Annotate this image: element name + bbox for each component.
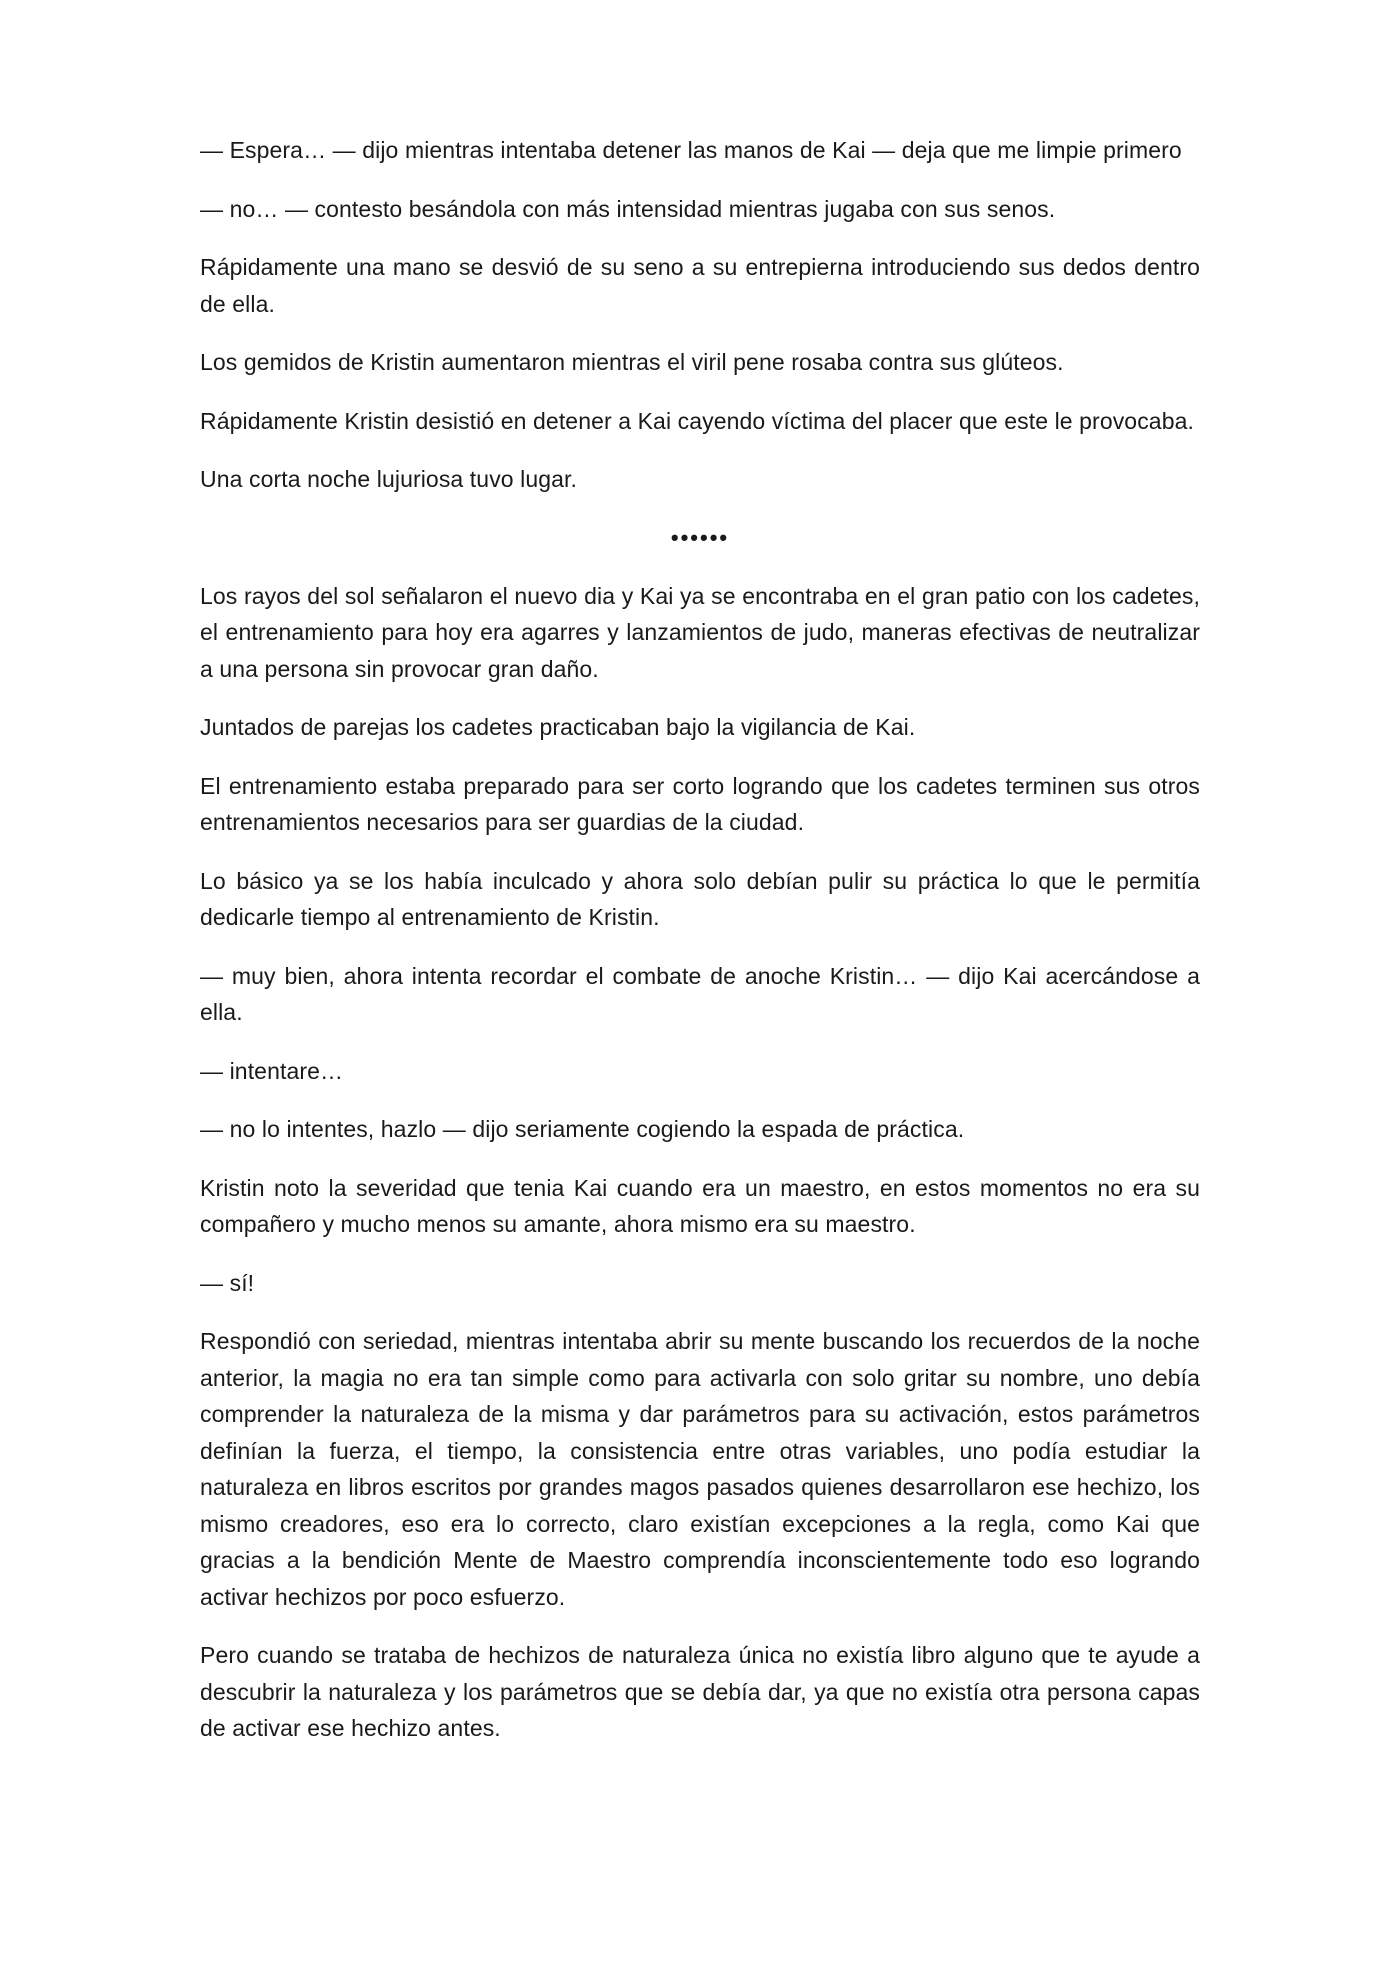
paragraph: Los rayos del sol señalaron el nuevo dia y Kai ya se encontraba en el gran patio con los cadetes, el entrenamiento para hoy era agarres y lanzamientos de judo, maneras efectivas de neutralizar a una persona sin provocar gran daño. — [200, 582, 1200, 682]
paragraph: — muy bien, ahora intenta recordar el combate de anoche Kristin… — dijo Kai acercándose a ella. — [200, 962, 1200, 1025]
paragraph: El entrenamiento estaba preparado para ser corto logrando que los cadetes terminen sus otros entrenamientos necesarios para ser guardias de la ciudad. — [200, 772, 1200, 835]
paragraph: — Espera… — dijo mientras intentaba detener las manos de Kai — deja que me limpie primero — [200, 137, 1182, 163]
paragraph: — sí! — [200, 1269, 255, 1296]
paragraph: Lo básico ya se los había inculcado y ahora solo debían pulir su práctica lo que le permitía dedicarle tiempo al entrenamiento de Kristin. — [200, 867, 1200, 930]
scene-separator: •••••• — [670, 524, 730, 550]
paragraph: Kristin noto la severidad que tenia Kai cuando era un maestro, en estos momentos no era su compañero y mucho menos su amante, ahora mismo era su maestro. — [200, 1174, 1200, 1237]
paragraph: Rápidamente una mano se desvió de su seno a su entrepierna introduciendo sus dedos dentro de ella. — [200, 254, 1200, 317]
paragraph: Respondió con seriedad, mientras intentaba abrir su mente buscando los recuerdos de la noche anterior, la magia no era tan simple como para activarla con solo gritar su nombre, uno debía comprender la naturaleza de la misma y dar parámetros para su activación, estos parámetros definían la fuerza, el tiempo, la consistencia entre otras variables, uno podía estudiar la naturaleza en libros escritos por grandes magos pasados quienes desarrollaron ese hechizo, los mismo creadores, eso era lo correcto, claro existían excepciones a la regla, como Kai que gracias a la bendición Mente de Maestro comprendía inconscientemente todo eso logrando activar hechizos por poco esfuerzo. — [200, 1328, 1200, 1610]
paragraph: Juntados de parejas los cadetes practicaban bajo la vigilancia de Kai. — [200, 714, 916, 740]
paragraph: Una corta noche lujuriosa tuvo lugar. — [200, 466, 578, 492]
paragraph: Pero cuando se trataba de hechizos de naturaleza única no existía libro alguno que te ayude a descubrir la naturaleza y los parámetros que se debía dar, ya que no existía otra persona capas de activar ese hechizo antes. — [200, 1642, 1200, 1741]
document-page — [200, 132, 1200, 1769]
paragraph: Los gemidos de Kristin aumentaron mientras el viril pene rosaba contra sus glúteos. — [200, 349, 1064, 375]
paragraph: — intentare… — [200, 1057, 344, 1084]
paragraph: — no… — contesto besándola con más intensidad mientras jugaba con sus senos. — [200, 195, 1056, 222]
paragraph: — no lo intentes, hazlo — dijo seriamente cogiendo la espada de práctica. — [200, 1116, 965, 1142]
paragraph: Rápidamente Kristin desistió en detener a Kai cayendo víctima del placer que este le provocaba. — [200, 407, 1194, 434]
